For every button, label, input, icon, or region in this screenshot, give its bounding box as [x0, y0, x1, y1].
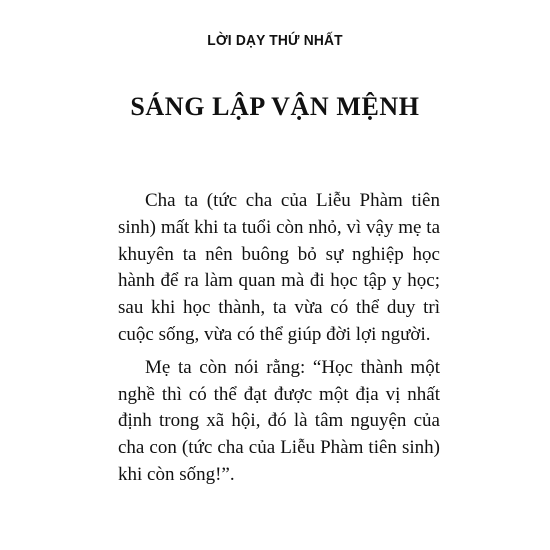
paragraph-2: Mẹ ta còn nói rằng: “Học thành một nghề thì có thể đạt được một địa vị nhất định trong xã hội, đó là tâm nguyện của cha con (tức cha của Liễu Phàm tiên sinh) khi còn sống!”. — [118, 356, 440, 485]
paragraph-1: Cha ta (tức cha của Liễu Phàm tiên sinh) mất khi ta tuổi còn nhỏ, vì vậy mẹ ta khuyên ta nên buông bỏ sự nghiệp học hành để ra làm quan mà đi học tập y học; sau khi học thành, ta vừa có thể duy trì cuộc sống, vừa có thể giúp đời lợi người. — [118, 190, 440, 345]
body-text — [118, 188, 440, 489]
chapter-label: LỜI DẠY THỨ NHẤT — [207, 32, 343, 49]
chapter-title: SÁNG LẬP VẬN MỆNH — [130, 92, 420, 121]
